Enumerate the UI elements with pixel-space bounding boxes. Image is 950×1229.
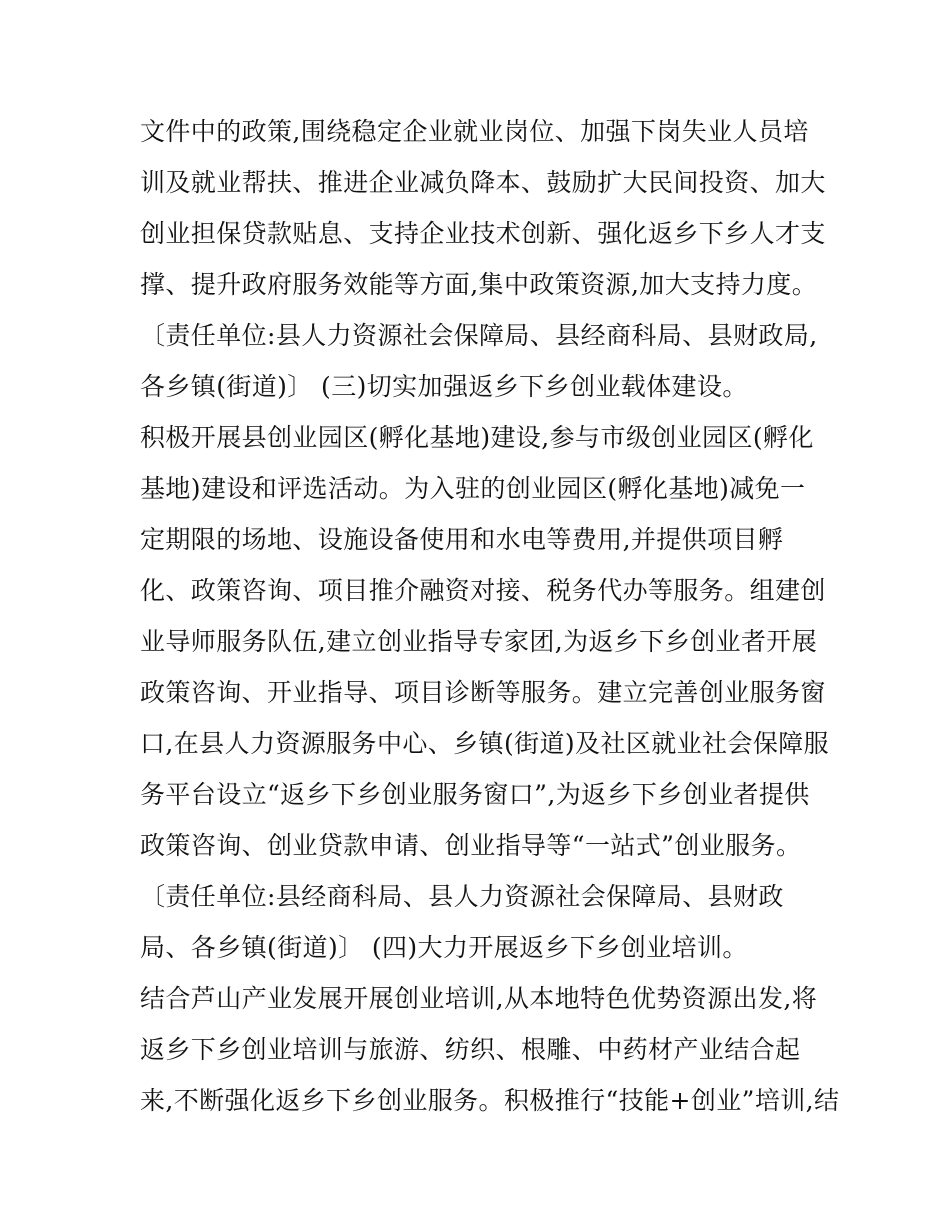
text-line: 各乡镇(街道)〕 (三)切实加强返乡下乡创业载体建设。 — [140, 372, 748, 401]
text-line: 结合芦山产业发展开展创业培训,从本地特色优势资源出发,将 — [140, 984, 818, 1013]
text-line: 训及就业帮扶、推进企业减负降本、鼓励扩大民间投资、加大 — [140, 168, 826, 197]
text-line: 创业担保贷款贴息、支持企业技术创新、强化返乡下乡人才支 — [140, 219, 826, 248]
text-line: 业导师服务队伍,建立创业指导专家团,为返乡下乡创业者开展 — [140, 627, 818, 656]
text-line: 〔责任单位:县经商科局、县人力资源社会保障局、县财政 — [140, 882, 784, 911]
text-line: 撑、提升政府服务效能等方面,集中政策资源,加大支持力度。 — [140, 270, 818, 299]
text-line: 〔责任单位:县人力资源社会保障局、县经商科局、县财政局, — [140, 321, 818, 350]
text-line: 务平台设立“返乡下乡创业服务窗口”,为返乡下乡创业者提供 — [140, 780, 810, 809]
text-line: 局、各乡镇(街道)〕 (四)大力开展返乡下乡创业培训。 — [140, 933, 748, 962]
text-line: 定期限的场地、设施设备使用和水电等费用,并提供项目孵 — [140, 525, 784, 554]
text-line: 文件中的政策,围绕稳定企业就业岗位、加强下岗失业人员培 — [140, 117, 809, 146]
body-text — [140, 110, 840, 1130]
text-line: 来,不断强化返乡下乡创业服务。积极推行“技能+创业”培训,结 — [140, 1086, 840, 1115]
text-line: 口,在县人力资源服务中心、乡镇(街道)及社区就业社会保障服 — [140, 729, 830, 758]
text-line: 化、政策咨询、项目推介融资对接、税务代办等服务。组建创 — [140, 576, 826, 605]
text-line: 基地)建设和评选活动。为入驻的创业园区(孵化基地)减免一 — [140, 474, 806, 503]
text-line: 政策咨询、开业指导、项目诊断等服务。建立完善创业服务窗 — [140, 678, 826, 707]
text-line: 政策咨询、创业贷款申请、创业指导等“一站式”创业服务。 — [140, 831, 802, 860]
text-line: 返乡下乡创业培训与旅游、纺织、根雕、中药材产业结合起 — [140, 1035, 801, 1064]
text-line: 积极开展县创业园区(孵化基地)建设,参与市级创业园区(孵化 — [140, 423, 814, 452]
